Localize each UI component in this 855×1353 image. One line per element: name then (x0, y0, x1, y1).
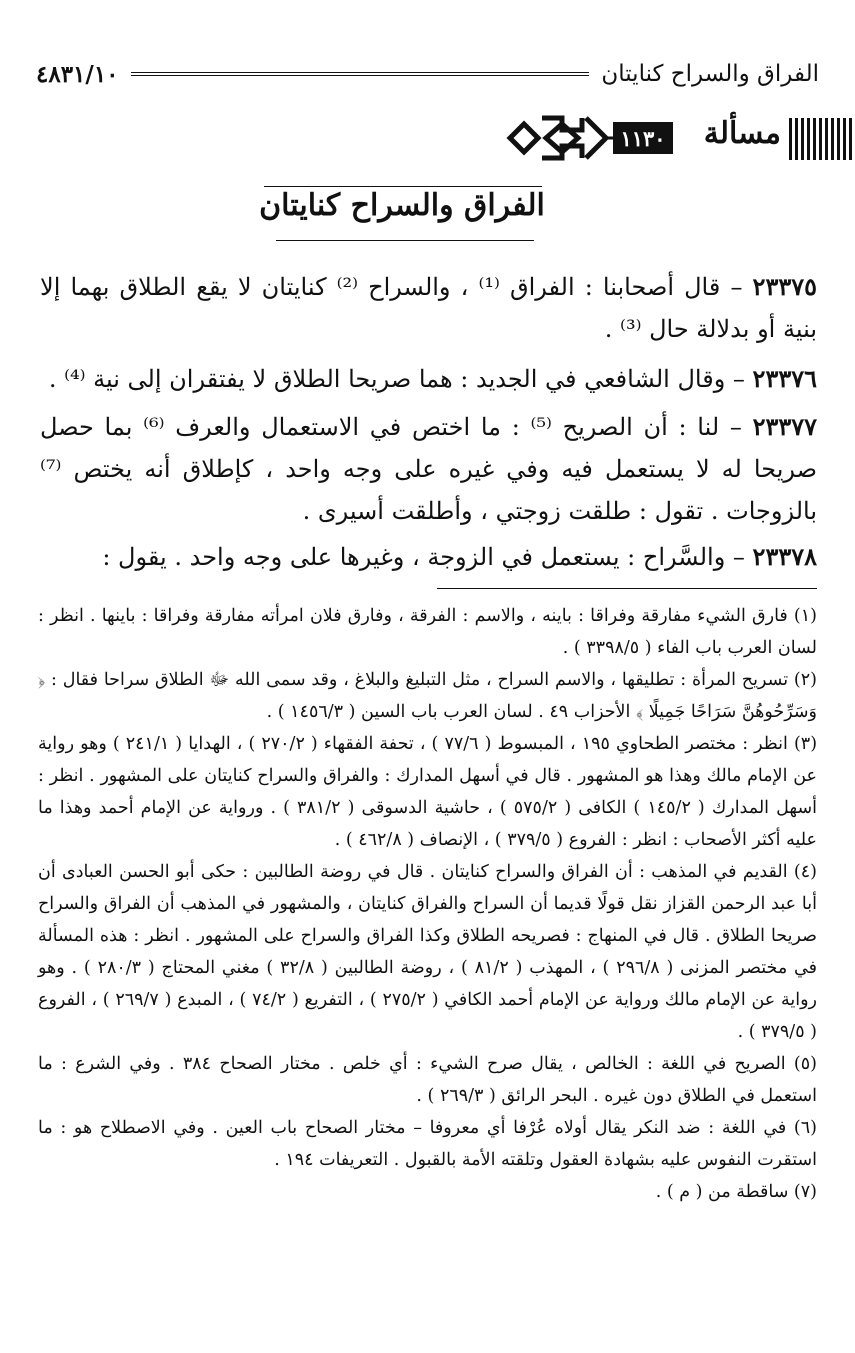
running-header (36, 52, 819, 96)
footnote: (٥) الصريح في اللغة : الخالص ، يقال صرح الشيء : أي خلص . مختار الصحاح ٣٨٤ . وفي الشرع : ما استعمل في الطلاق دون غيره . البحر الرائق ( ٢٦٩/٣ ) . (38, 1054, 817, 1106)
paragraph-number: ٢٣٣٧٦ (752, 364, 817, 393)
paragraph (40, 536, 817, 578)
footnote: (٦) في اللغة : ضد النكر يقال أولاه عُرْفا أي معروفا – مختار الصحاح باب العين . وفي الاصطلاح هو : ما استقرت النفوس عليه بشهادة العقول وتلقته الأمة بالقبول . التعريفات ١٩٤ . (38, 1118, 817, 1170)
footnote-rule (437, 588, 817, 589)
paragraph-text: – قال أصحابنا : الفراق ⁽¹⁾ ، والسراح ⁽²⁾ كنايتان لا يقع الطلاق بهما إلا بنية أو بدلالة حال ⁽³⁾ . (40, 273, 817, 343)
geometric-ornament-icon (506, 112, 618, 164)
paragraph (40, 266, 817, 350)
title-rule-top (264, 186, 542, 187)
paragraph-number: ٢٣٣٧٥ (752, 272, 817, 301)
footnote: (٧) ساقطة من ( م ) . (655, 1182, 817, 1202)
header-rule (131, 72, 590, 76)
paragraph (40, 406, 817, 532)
footnote: (١) فارق الشيء مفارقة وفراقا : باينه ، والاسم : الفرقة ، وفارق فلان امرأته مفارقة وفراقا : باينها . انظر : لسان العرب باب الفاء ( ٣٣٩٨/٥ ) . (38, 606, 817, 658)
masala-banner (0, 112, 855, 164)
paragraph-number: ٢٣٣٧٨ (752, 542, 817, 571)
paragraph (40, 358, 817, 400)
paragraph-text: – وقال الشافعي في الجديد : هما صريحا الطلاق لا يفتقران إلى نية ⁽⁴⁾ . (48, 365, 753, 393)
footnote: (٤) القديم في المذهب : أن الفراق والسراح كنايتان . قال في روضة الطالبين : حكى أبو الحسن العبادى أن أبا عبد الرحمن القزاز نقل قولًا قديما أن السراح والفراق كنايتان ، والمشهور في المذهب أن الفراق والسراح صريحا الطلاق . قال في المنهاج : فصريحه الطلاق وكذا الفراق والسراح على المشهور . انظر : هذه المسألة في مختصر المزنى ( ٢٩٦/٨ ) ، المهذب ( ٨١/٢ ) ، روضة الطالبين ( ٣٢/٨ ) مغني المحتاج ( ٢٨٠/٣ ) . وهو رواية عن الإمام مالك ورواية عن الإمام أحمد الكافي ( ٢٧٥/٢ ) ، التفريع ( ٧٤/٢ ) ، المبدع ( ٢٦٩/٧ ) ، الفروع ( ٣٧٩/٥ ) . (38, 862, 817, 1042)
paragraph-text: – والسَّراح : يستعمل في الزوجة ، وغيرها على وجه واحد . يقول : (102, 543, 753, 571)
paragraph-number: ٢٣٣٧٧ (752, 412, 818, 441)
striped-ornament (789, 118, 855, 160)
masala-label: مسألة (703, 116, 781, 151)
footnote: (٣) انظر : مختصر الطحاوي ١٩٥ ، المبسوط ( ٧٧/٦ ) ، تحفة الفقهاء ( ٢٧٠/٢ ) ، الهدايا ( ٢٤١/١ ) وهو رواية عن الإمام مالك وهذا هو المشهور . قال في أسهل المدارك : والفراق والسراح كنايتان على المشهور . انظر : أسهل المدارك ( ١٤٥/٢ ) الكافى ( ٥٧٥/٢ ) ، حاشية الدسوقى ( ٣٨١/٢ ) . ورواية عن الإمام أحمد وهذا ما عليه أكثر الأصحاب : انظر : الفروع ( ٣٧٩/٥ ) ، الإنصاف ( ٤٦٢/٨ ) . (38, 734, 818, 850)
title-rule-bottom (276, 240, 534, 241)
footnote: (٢) تسريح المرأة : تطليقها ، والاسم السراح ، مثل التبليغ والبلاغ ، وقد سمى الله ﷻ الطلاق سراحا فقال : ﴿ وَسَرِّحُوهُنَّ سَرَاحًا جَمِيلًا ﴾ الأحزاب ٤٩ . لسان العرب باب السين ( ١٤٥٦/٣ ) . (38, 670, 817, 722)
running-title: الفراق والسراح كنايتان (601, 61, 819, 87)
paragraph-text: – لنا : أن الصريح ⁽⁵⁾ : ما اختص في الاستعمال والعرف ⁽⁶⁾ بما حصل صريحا له لا يستعمل فيه وفي غيره على وجه واحد ، كإطلاق أنه يختص ⁽⁷⁾ بالزوجات . تقول : طلقت زوجتي ، وأطلقت أسيرى . (40, 413, 817, 525)
masala-number: ١١٣٠ (613, 122, 673, 154)
footnotes (38, 600, 817, 1208)
section-title: الفراق والسراح كنايتان (259, 188, 545, 223)
volume-page-ref: ٤٨٣١/١٠ (36, 60, 119, 88)
